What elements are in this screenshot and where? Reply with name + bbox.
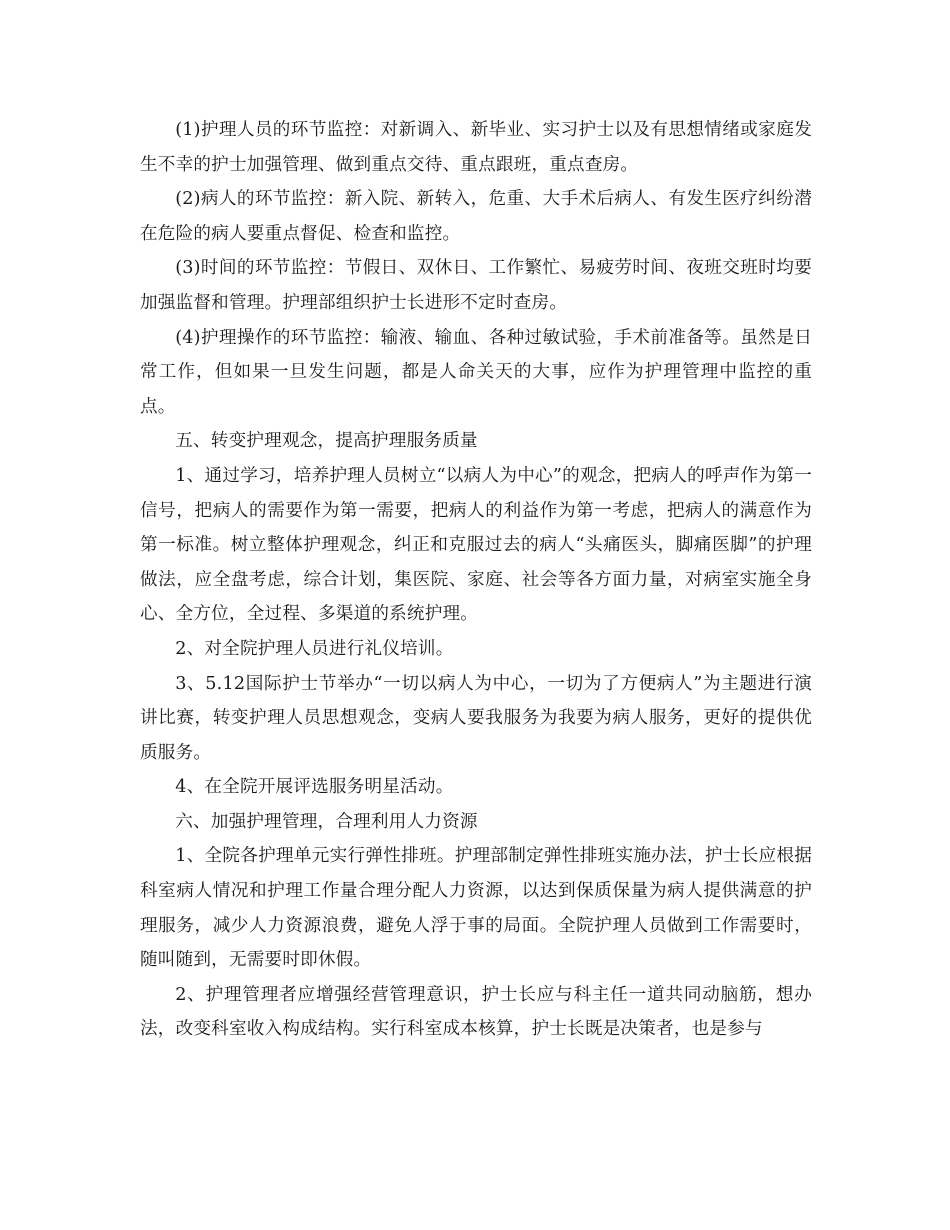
section-heading-six: 六、加强护理管理，合理利用人力资源: [175, 811, 478, 832]
paragraph-nurses-day-speech: 3、5.12国际护士节举办“一切以病人为中心，一切为了方便病人”为主题进行演讲比赛，转变护理人员思想观念，变病人要我服务为我要为病人服务，更好的提供优质服务。: [140, 673, 812, 763]
paragraph-management-awareness: 2、护理管理者应增强经营管理意识，护士长应与科主任一道共同动脑筋，想办法，改变科室收入构成结构。实行科室成本核算，护士长既是决策者，也是参与: [140, 984, 812, 1040]
paragraph-patient-monitoring: (2)病人的环节监控：新入院、新转入，危重、大手术后病人、有发生医疗纠纷潜在危险的病人要重点督促、检查和监控。: [140, 189, 812, 244]
paragraph-time-monitoring: (3)时间的环节监控：节假日、双休日、工作繁忙、易疲劳时间、夜班交班时均要加强监督和管理。护理部组织护士长进形不定时查房。: [140, 258, 812, 313]
paragraph-staff-monitoring: (1)护理人员的环节监控：对新调入、新毕业、实习护士以及有思想情绪或家庭发生不幸的护士加强管理、做到重点交待、重点跟班，重点查房。: [140, 120, 812, 175]
document-body: [140, 113, 812, 1047]
paragraph-service-star: 4、在全院开展评选服务明星活动。: [175, 777, 454, 798]
paragraph-operation-monitoring: (4)护理操作的环节监控：输液、输血、各种过敏试验，手术前准备等。虽然是日常工作，但如果一旦发生问题，都是人命关天的大事，应作为护理管理中监控的重点。: [140, 327, 812, 417]
paragraph-etiquette-training: 2、对全院护理人员进行礼仪培训。: [175, 638, 454, 659]
section-heading-five: 五、转变护理观念，提高护理服务质量: [175, 431, 478, 452]
paragraph-patient-centered: 1、通过学习，培养护理人员树立“以病人为中心”的观念，把病人的呼声作为第一信号，把病人的需要作为第一需要，把病人的利益作为第一考虑，把病人的满意作为第一标准。树立整体护理观念，纠正和克服过去的病人“头痛医头，脚痛医脚”的护理做法，应全盘考虑，综合计划，集医院、家庭、社会等各方面力量，对病室实施全身心、全方位，全过程、多渠道的系统护理。: [140, 465, 812, 625]
paragraph-flexible-scheduling: 1、全院各护理单元实行弹性排班。护理部制定弹性排班实施办法，护士长应根据科室病人情况和护理工作量合理分配人力资源，以达到保质保量为病人提供满意的护理服务，减少人力资源浪费，避免人浮于事的局面。全院护理人员做到工作需要时，随叫随到，无需要时即休假。: [140, 846, 812, 971]
